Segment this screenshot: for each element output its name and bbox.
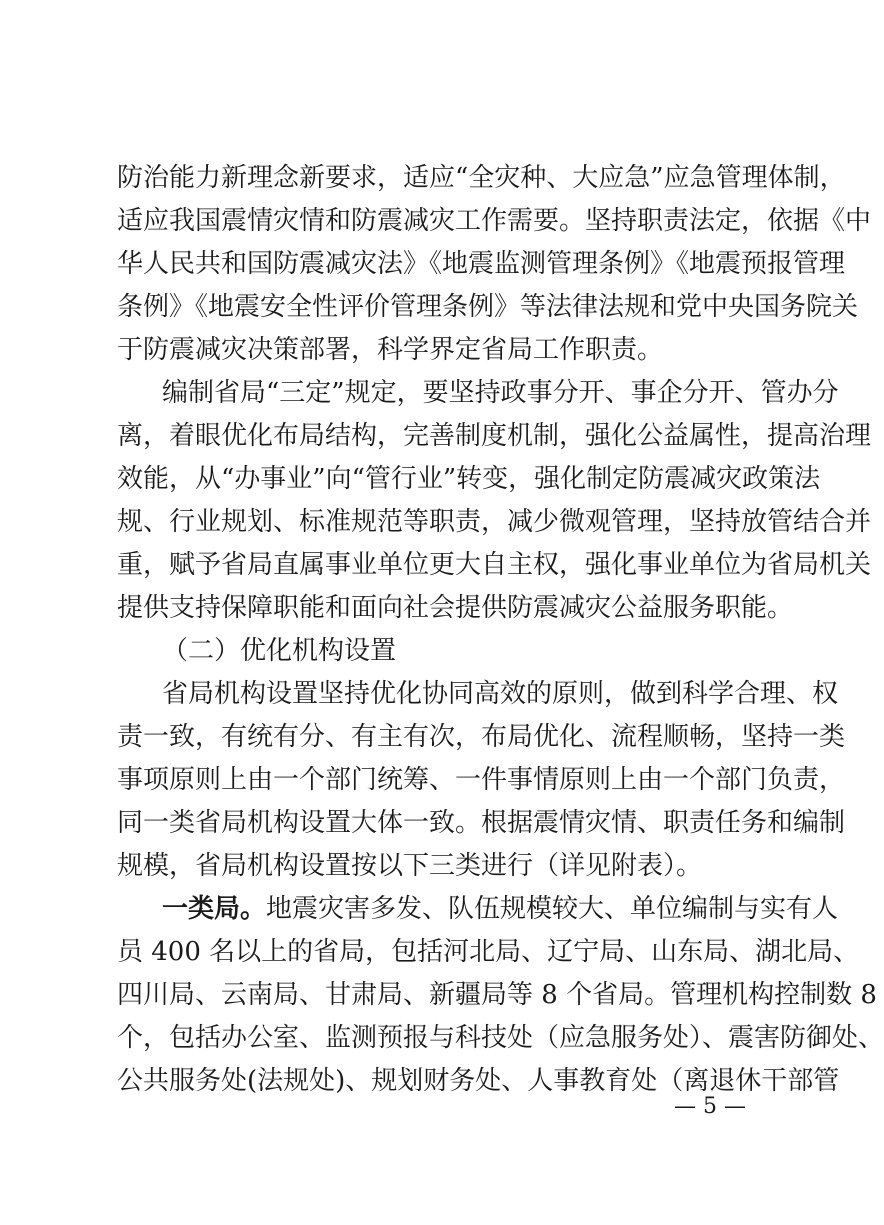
text-line: 防治能力新理念新要求，适应“全灾种、大应急”应急管理体制，: [117, 163, 846, 193]
text-line: 编制省局“三定”规定，要坚持政事分开、事企分开、管办分: [162, 378, 839, 408]
page-number: — 5 —: [674, 1094, 746, 1119]
text-line: 公共服务处(法规处)、规划财务处、人事教育处（离退休干部管: [117, 1066, 840, 1096]
text-line: 适应我国震情灾情和防震减灾工作需要。坚持职责法定，依据《中: [117, 206, 872, 236]
text-line: 规、行业规划、标准规范等职责，减少微观管理，坚持放管结合并: [117, 507, 872, 537]
text-line: 省局机构设置坚持优化协同高效的原则，做到科学合理、权: [162, 679, 839, 709]
text-line: 条例》《地震安全性评价管理条例》等法律法规和党中央国务院关: [117, 292, 859, 322]
bold-lead-term: 一类局。: [162, 894, 267, 924]
text-line: 责一致，有统有分、有主有次，布局优化、流程顺畅，坚持一类: [117, 722, 846, 752]
text-line: 四川局、云南局、甘肃局、新疆局等 8 个省局。管理机构控制数 8: [117, 980, 877, 1010]
text-line: 个，包括办公室、监测预报与科技处（应急服务处）、震害防御处、: [117, 1023, 884, 1053]
text-line: 规模，省局机构设置按以下三类进行（详见附表）。: [117, 851, 703, 881]
section-heading: （二）优化机构设置: [162, 636, 397, 666]
text-line: 事项原则上由一个部门统筹、一件事情原则上由一个部门负责，: [117, 765, 846, 795]
text-line: 同一类省局机构设置大体一致。根据震情灾情、职责任务和编制: [117, 808, 846, 838]
text-line: 提供支持保障职能和面向社会提供防震减灾公益服务职能。: [117, 593, 794, 623]
text-line: 离，着眼优化布局结构，完善制度机制，强化公益属性，提高治理: [117, 421, 872, 451]
text-line: [162, 894, 839, 924]
text-line: 效能，从“办事业”向“管行业”转变，强化制定防震减灾政策法: [117, 464, 821, 494]
text-line: 重，赋予省局直属事业单位更大自主权，强化事业单位为省局机关: [117, 550, 872, 580]
text-line: 于防震减灾决策部署，科学界定省局工作职责。: [117, 335, 664, 365]
text-span: 地震灾害多发、队伍规模较大、单位编制与实有人: [266, 894, 839, 924]
text-line: 员 400 名以上的省局，包括河北局、辽宁局、山东局、湖北局、: [117, 937, 860, 967]
text-line: 华人民共和国防震减灾法》《地震监测管理条例》《地震预报管理: [117, 249, 846, 279]
